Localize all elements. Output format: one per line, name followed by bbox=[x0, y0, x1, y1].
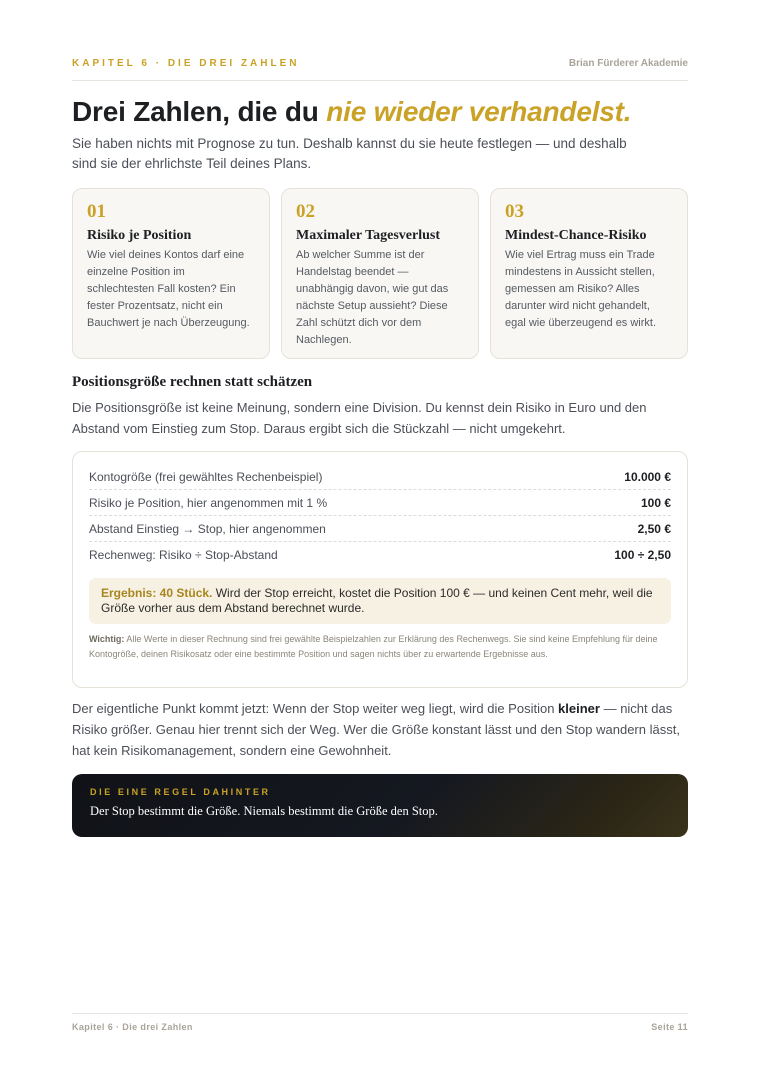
note-text: Alle Werte in dieser Rechnung sind frei gewählte Beispielzahlen zur Erklärung des Rechenwegs. Sie sind keine Empfehlung für deine Kontogröße, deinen Risikosatz oder eine bestimmte Position und sagen nichts über zu erwartende Ergebnisse aus. bbox=[89, 634, 658, 659]
page-footer bbox=[72, 1013, 688, 1033]
card-3 bbox=[490, 188, 688, 359]
section-heading: Positionsgröße rechnen statt schätzen bbox=[72, 374, 313, 390]
card-number: 01 bbox=[87, 201, 106, 222]
card-title: Risiko je Position bbox=[87, 228, 192, 243]
calc-row-value: 10.000 € bbox=[624, 470, 671, 484]
page-title bbox=[72, 96, 631, 128]
paragraph-2-emphasis: kleiner bbox=[558, 701, 600, 716]
result-text: Wird der Stop erreicht, kostet die Position 100 € — und keinen Cent mehr, weil die Größe vorher aus dem Abstand berechnet wurde. bbox=[101, 586, 653, 615]
card-2 bbox=[281, 188, 479, 359]
page bbox=[72, 0, 688, 1076]
card-text: Wie viel deines Kontos darf eine einzelne Position im schlechtesten Fall kosten? Ein fester Prozentsatz, nicht ein Bauchwert je nach Überzeugung. bbox=[87, 249, 250, 329]
calc-row-value: 100 € bbox=[640, 496, 671, 510]
calc-row-value: 2,50 € bbox=[637, 522, 671, 536]
intro-text: Sie haben nichts mit Prognose zu tun. Deshalb kannst du sie heute festlegen — und deshalb sind sie der ehrlichste Teil deines Plans. bbox=[72, 136, 627, 171]
result-callout bbox=[89, 578, 671, 624]
title-accent: nie wieder verhandelst. bbox=[326, 96, 632, 127]
calc-row bbox=[89, 542, 671, 568]
paragraph-2-start: Der eigentliche Punkt kommt jetzt: Wenn der Stop weiter weg liegt, wird die Position bbox=[72, 701, 559, 716]
card-text: Ab welcher Summe ist der Handelstag beendet — unabhängig davon, wie gut das nächste Setup aussieht? Diese Zahl schützt dich vor dem Nachlegen. bbox=[296, 249, 449, 346]
page-header bbox=[72, 57, 688, 81]
card-number: 03 bbox=[505, 201, 524, 222]
calc-row-label: Risiko je Position, hier angenommen mit 1 % bbox=[89, 496, 328, 510]
calc-row-value: 100 ÷ 2,50 bbox=[614, 548, 671, 562]
calc-row bbox=[89, 490, 671, 516]
disclaimer-note bbox=[89, 632, 671, 662]
calc-row-label: Rechenweg: Risiko ÷ Stop-Abstand bbox=[89, 548, 278, 562]
card-title: Mindest-Chance-Risiko bbox=[505, 228, 647, 243]
calc-row-label: Abstand Einstieg → Stop, hier angenommen bbox=[89, 522, 326, 536]
card-number: 02 bbox=[296, 201, 315, 222]
paragraph-2-end: — nicht das Risiko größer. Genau hier trennt sich der Weg. Wer die Größe konstant lässt und den Stop wandern lässt, hat kein Risikomanagement, sondern eine Gewohnheit. bbox=[72, 701, 680, 758]
calc-row bbox=[89, 516, 671, 542]
rule-callout bbox=[72, 774, 688, 837]
calc-row bbox=[89, 464, 671, 490]
card-text: Wie viel Ertrag muss ein Trade mindestens in Aussicht stellen, gemessen am Risiko? Alles darunter wird nicht gehandelt, egal wie überzeugend es wirkt. bbox=[505, 249, 657, 329]
section-paragraph-1: Die Positionsgröße ist keine Meinung, sondern eine Division. Du kennst dein Risiko in Euro und den Abstand vom Einstieg zum Stop. Daraus ergibt sich die Stückzahl — nicht umgekehrt. bbox=[72, 400, 647, 436]
result-label: Ergebnis: 40 Stück. bbox=[101, 586, 213, 600]
footer-chapter: Kapitel 6 · Die drei Zahlen bbox=[72, 1022, 193, 1032]
page-number: Seite 11 bbox=[651, 1022, 688, 1032]
section-paragraph-2 bbox=[72, 698, 688, 761]
calc-row-label: Kontogröße (frei gewähltes Rechenbeispiel) bbox=[89, 470, 323, 484]
card-1 bbox=[72, 188, 270, 359]
rule-text: Der Stop bestimmt die Größe. Niemals bestimmt die Größe den Stop. bbox=[90, 804, 438, 818]
note-label: Wichtig: bbox=[89, 634, 125, 644]
brand-label: Brian Fürderer Akademie bbox=[568, 58, 688, 69]
card-title: Maximaler Tagesverlust bbox=[296, 228, 441, 243]
title-main: Drei Zahlen, die du bbox=[72, 96, 319, 127]
rule-kicker: DIE EINE REGEL DAHINTER bbox=[90, 787, 271, 797]
number-cards bbox=[72, 188, 688, 359]
calculation-box bbox=[72, 451, 688, 688]
chapter-label: KAPITEL 6 · DIE DREI ZAHLEN bbox=[72, 58, 300, 69]
